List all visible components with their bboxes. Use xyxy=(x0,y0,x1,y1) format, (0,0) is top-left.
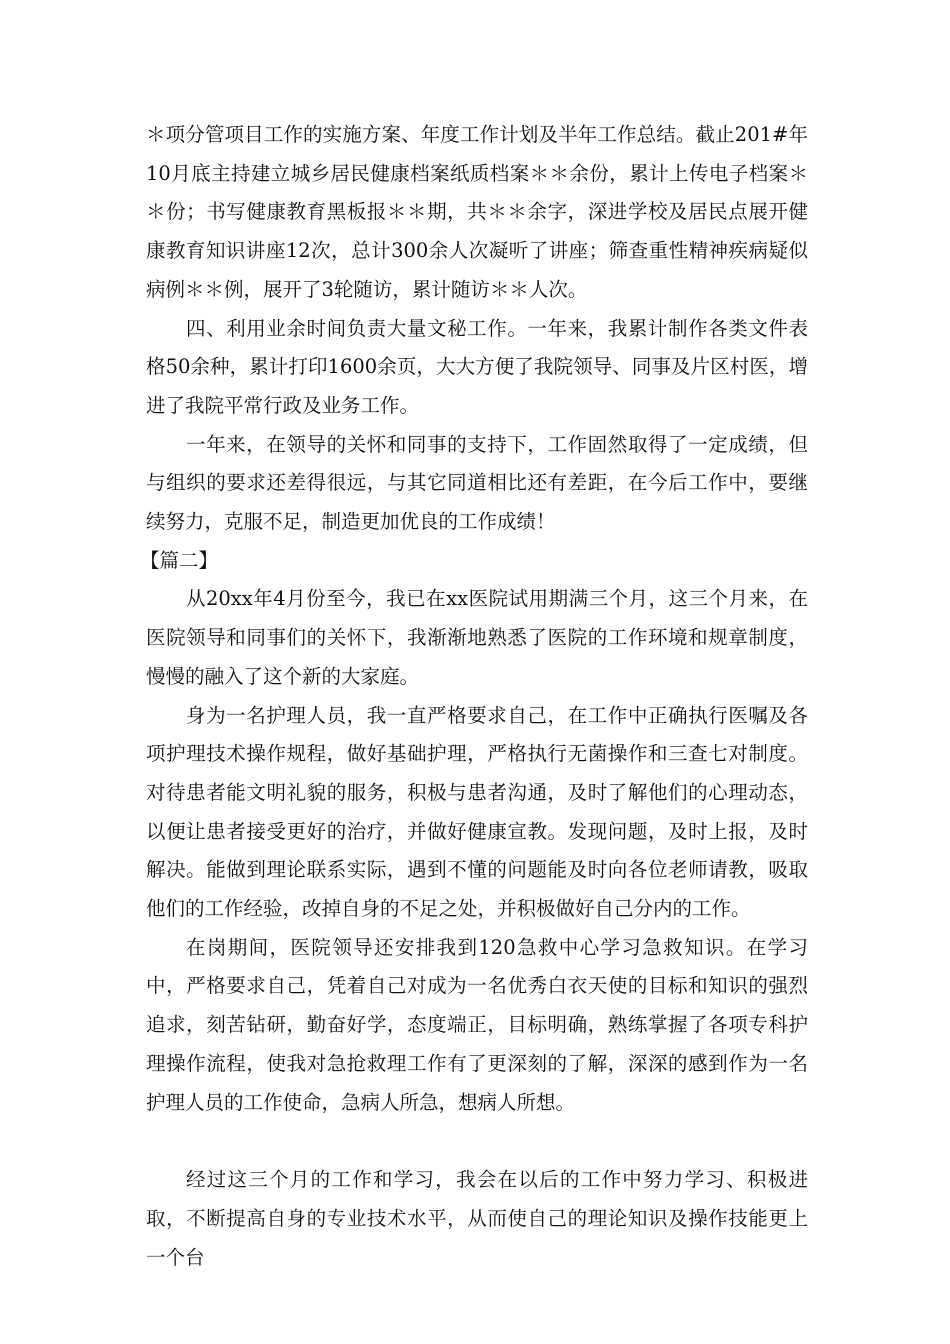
paragraph-work-summary: ＊项分管项目工作的实施方案、年度工作计划及半年工作总结。截止201#年10月底主持建立城乡居民健康档案纸质档案＊＊余份，累计上传电子档案＊＊份；书写健康教育黑板报＊＊期，共＊＊余字，深进学校及居民点展开健康教育知识讲座12次，总计300余人次凝听了讲座；筛查重性精神疾病疑似病例＊＊例，展开了3轮随访，累计随访＊＊人次。 xyxy=(146,123,808,301)
section-heading: 【篇二】 xyxy=(140,548,219,572)
paragraph-secretarial-work: 四、利用业余时间负责大量文秘工作。一年来，我累计制作各类文件表格50余种，累计打印1600余页，大大方便了我院领导、同事及片区村医，增进了我院平常行政及业务工作。 xyxy=(146,316,808,417)
paragraph-nursing-duties: 身为一名护理人员，我一直严格要求自己，在工作中正确执行医嘱及各项护理技术操作规程，做好基础护理，严格执行无菌操作和三查七对制度。对待患者能文明礼貌的服务，积极与患者沟通，及时了解他们的心理动态，以便让患者接受更好的治疗，并做好健康宣教。发现问题，及时上报，及时解决。能做到理论联系实际，遇到不懂的问题能及时向各位老师请教，吸取他们的工作经验，改掉自身的不足之处，并积极做好自己分内的工作。 xyxy=(146,703,808,921)
blank-line xyxy=(146,1122,808,1161)
paragraph-year-conclusion: 一年来，在领导的关怀和同事的支持下，工作固然取得了一定成绩，但与组织的要求还差得很远，与其它同道相比还有差距，在今后工作中，要继续努力，克服不足，制造更加优良的工作成绩！ xyxy=(146,432,808,534)
paragraph-emergency-training: 在岗期间，医院领导还安排我到120急救中心学习急救知识。在学习中，严格要求自己，凭着自己对成为一名优秀白衣天使的目标和知识的强烈追求，刻苦钻研，勤奋好学，态度端正，目标明确，熟练掌握了各项专科护理操作流程，使我对急抢救理工作有了更深刻的了解，深深的感到作为一名护理人员的工作使命，急病人所急，想病人所想。 xyxy=(146,935,808,1114)
document-body xyxy=(140,116,808,1277)
paragraph-future-plan: 经过这三个月的工作和学习，我会在以后的工作中努力学习、积极进取，不断提高自身的专业技术水平，从而使自己的理论知识及操作技能更上一个台 xyxy=(146,1168,808,1269)
paragraph-probation-intro: 从20xx年4月份至今，我已在xx医院试用期满三个月，这三个月来，在医院领导和同事们的关怀下，我渐渐地熟悉了医院的工作环境和规章制度，慢慢的融入了这个新的大家庭。 xyxy=(146,587,808,688)
